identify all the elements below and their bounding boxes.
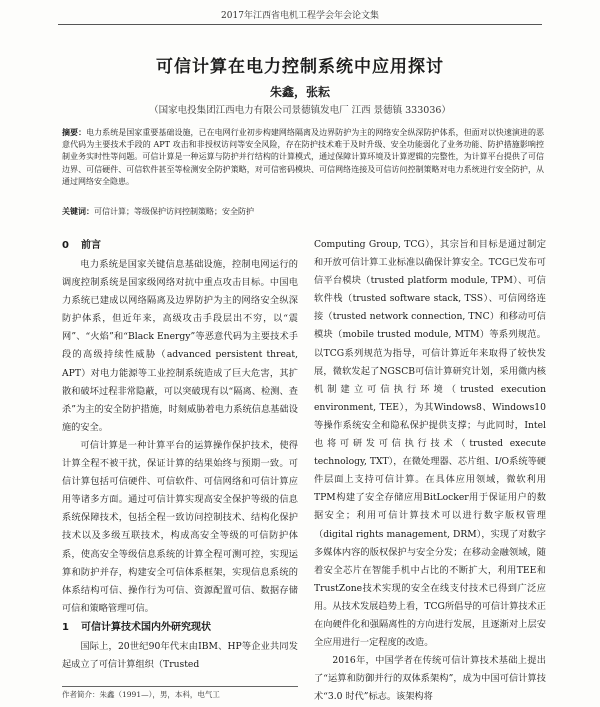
abstract-text: 电力系统是国家重要基础设施，已在电网行业初步构建网络隔离及边界防护为主的网络安全纵深防护体系，但面对以快速演进的恶意代码为主要技术手段的 APT 攻击和非授权访问等安全风险，存在防护技术难于及时升级、安全功能弱化了业务功能、防护措施影响控制业务实时性等问题。可信计算是一种运算与防护并行结构的计算模式，通过保障计算环境及计算逻辑的完整性，为计算平台提供了可信边界、可信硬件、可信软件甚至等检测安全防护策略，对可信密码模块、可信网络连接及可信访问控制策略对电力系统进行安全防护，从通过网络安全隐患。: [62, 128, 545, 186]
section-title: 前言: [80, 240, 101, 251]
running-head: 2017年江西省电机工程学会年会论文集: [221, 11, 379, 21]
paper-title: 可信计算在电力控制系统中应用探讨: [156, 57, 444, 77]
paragraph: 电力系统是国家关键信息基础设施，控制电网运行的调度控制系统是国家级网络对抗中重点攻击目标。中国电力系统已建成以网络隔离及边界防护为主的网络安全纵深防护体系，但近年来，高级攻击手段层出不穷，以“震网”、“火焰”和“Black Energy”等恶意代码为主要技术手段的高级持续性威胁（advanced persistent threat, APT）对电力能源等工业控制系统造成了巨大危害，其扩散和破坏过程非常隐蔽，可以突破现有以“隔离、检测、查杀”为主的安全防护措施，时刻威胁着电力系统信息基础设施的安全。: [62, 259, 298, 433]
paragraph: 国际上，20世纪90年代末由IBM、HP等企业共同发起成立了可信计算组织（Trusted: [62, 640, 298, 670]
paragraph: 2016年，中国学者在传统可信计算技术基础上提出了“运算和防御并行的双体系架构”，成为中国可信计算技术“3.0 时代”标志。该架构将: [314, 655, 546, 703]
keywords-label: 关键词：: [62, 206, 94, 216]
paragraph: Computing Group, TCG），其宗旨和目标是通过制定和开放可信计算工业标准以确保计算安全。TCG已发布可信平台模块（trusted platform module, TPM）、可信软件栈（trusted software stack, TSS）、可信网络连接（trusted network connection, TNC）和移动可信模块（mobile trusted module, MTM）等系列规范。以TCG系列规范为指导，可信计算近年来取得了较快发展，微软发起了NGSCB可信计算研究计划，采用微内核机制建立可信执行环境（trusted execution environment, TEE），为其Windows8、Windows10等操作系统安全和隐私保护提供支撑；与此同时，Intel也将可研发可信执行技术（trusted execute technology, TXT），在微处理器、芯片组、I/O系统等硬件层面上支持可信计算。在具体应用领域，微软利用TPM构建了安全存储应用BitLocker用于保证用户的数据安全；利用可信计算技术可以进行数字版权管理（digital rights management, DRM），实现了对数字多媒体内容的版权保护与安全分发；在移动金融领域，随着安全芯片在智能手机中占比的不断扩大，利用TEE和TrustZone技术实现的安全在线支付技术已得到广泛应用。从技术发展趋势上看，TCG所倡导的可信计算技术正在向硬件化和强隔离性的方向进行发展，且逐渐对上层安全应用进行一定程度的改造。: [314, 239, 546, 649]
paper-authors: 朱鑫，张耘: [269, 85, 330, 99]
right-column: [314, 236, 546, 706]
paragraph: 可信计算是一种计算平台的运算操作保护技术，使得计算全程不被干扰，保证计算的结果始终与预期一致。可信计算包括可信硬件、可信软件、可信网络和可信计算应用等诸多方面。通过可信计算实现高安全保护等级的信息系统保障技术，包括全程一致访问控制技术、结构化保护技术以及多级互联技术，构成高安全等级的可信防护体系，使高安全等级信息系统的计算全程可测可控，实现运算和防护并存，构建安全可信体系框架，实现信息系统的体系结构可信、操作行为可信、资源配置可信、数据存储可信和策略管理可信。: [62, 439, 298, 614]
section-number: 0: [62, 240, 69, 251]
paper-affiliation: （国家电投集团江西电力有限公司景德镇发电厂 江西 景德镇 333036）: [149, 105, 451, 116]
section-heading-1: [62, 618, 298, 638]
section-number: 1: [62, 621, 69, 633]
keywords-text: 可信计算；等级保护访问控制策略；安全防护: [94, 207, 254, 216]
section-heading-0: [62, 236, 298, 256]
abstract: [62, 126, 544, 188]
header-rule: [58, 24, 542, 25]
keywords: [62, 205, 544, 218]
section-title: 可信计算技术国内外研究现状: [80, 621, 211, 633]
left-column: [62, 236, 298, 674]
author-footnote: 作者简介：朱鑫（1991—），男，本科，电气工: [62, 686, 298, 700]
abstract-label: 摘要：: [62, 127, 87, 137]
